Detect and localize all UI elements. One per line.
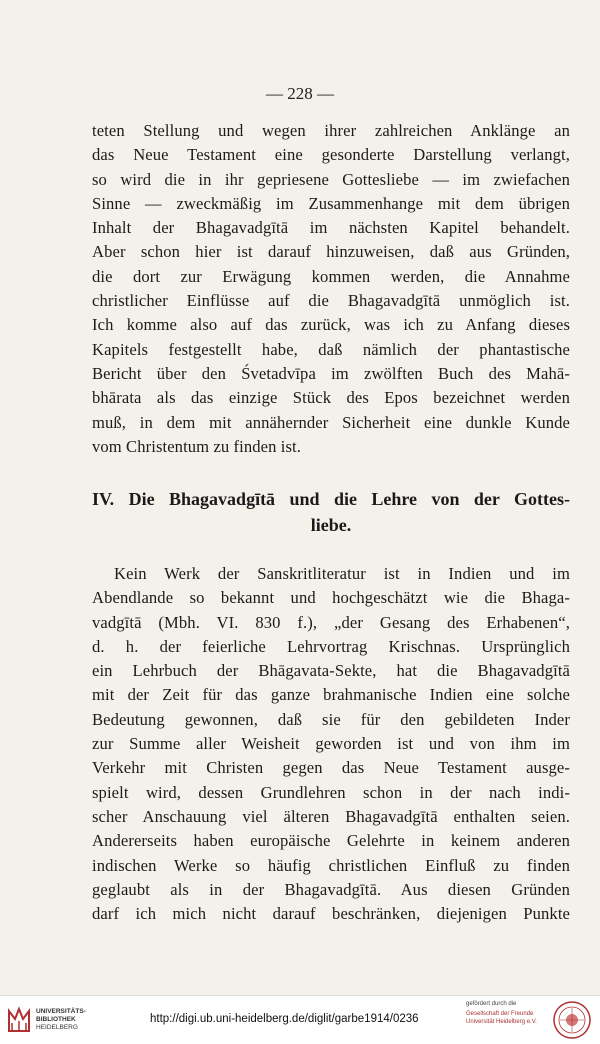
- text-line: Aber schon hier ist darauf hinzuweisen, daß aus Gründen,: [92, 242, 570, 262]
- text-line: so wird die in ihr gepriesene Gottesliebe — im zwiefachen: [92, 169, 570, 189]
- text-line: Bedeutung gewonnen, daß sie für den gebildeten Inder: [92, 709, 570, 729]
- university-seal-icon: [552, 1000, 592, 1040]
- library-name-line: HEIDELBERG: [36, 1024, 78, 1031]
- text-line: vom Christentum zu finden ist.: [92, 436, 302, 456]
- library-name-line: BIBLIOTHEK: [36, 1016, 76, 1023]
- text-line: Inhalt der Bhagavadgītā im nächsten Kapitel behandelt.: [92, 218, 570, 238]
- text-line: indischen Werke so häufig christlichen Einfluß zu finden: [92, 855, 570, 875]
- text-line: Andererseits haben europäische Gelehrte in keinem anderen: [92, 831, 570, 851]
- text-line: Verkehr mit Christen gegen das Neue Testament ausge-: [92, 758, 570, 778]
- text-line: bhārata als das einzige Stück des Epos bezeichnet werden: [92, 388, 570, 408]
- text-line: ein Lehrbuch der Bhāgavata-Sekte, hat die Bhagavadgītā: [92, 661, 570, 681]
- text-line: teten Stellung und wegen ihrer zahlreichen Anklänge an: [92, 121, 570, 140]
- funder-line: Universität Heidelberg e.V.: [466, 1019, 537, 1025]
- text-line: mit der Zeit für das ganze brahmanische Indien eine solche: [92, 685, 570, 705]
- funding-label: gefördert durch die: [466, 1001, 517, 1007]
- text-line: darf ich mich nicht darauf beschränken, diejenigen Punkte: [92, 904, 570, 924]
- paragraph-1: [92, 119, 570, 459]
- section-heading: [92, 486, 570, 538]
- paragraph-2: [92, 562, 570, 926]
- text-line: christlicher Einflüsse auf die Bhagavadgītā unmöglich ist.: [92, 291, 570, 311]
- library-name-line: UNIVERSITÄTS-: [36, 1008, 86, 1015]
- heading-line-1: IV. Die Bhagavadgītā und die Lehre von der Gottes-: [92, 489, 570, 509]
- text-line: d. h. der feierliche Lehrvortrag Krischnas. Ursprünglich: [92, 636, 570, 656]
- text-line: vadgītā (Mbh. VI. 830 f.), „der Gesang des Erhabenen“,: [92, 612, 570, 632]
- funding-note: [466, 1000, 546, 1026]
- heading-line-2: liebe.: [310, 515, 352, 535]
- text-line: Sinne — zweckmäßig im Zusammenhange mit dem übrigen: [92, 193, 570, 213]
- text-line: zur Summe aller Weisheit geworden ist und von ihm im: [92, 734, 570, 754]
- text-line: Ich komme also auf das zurück, was ich zu Anfang dieses: [92, 315, 570, 335]
- library-logo-icon: [6, 1005, 32, 1035]
- page-number: — 228 —: [266, 84, 334, 103]
- text-line: Bericht über den Śvetadvīpa im zwölften Buch des Mahā-: [92, 363, 570, 383]
- text-line: das Neue Testament eine gesonderte Darstellung verlangt,: [92, 145, 570, 165]
- viewer-footer: [0, 995, 600, 1044]
- text-line: Abendlande so bekannt und hochgeschätzt wie die Bhaga-: [92, 588, 570, 608]
- text-line: Kapitels festgestellt habe, daß nämlich der phantastische: [92, 339, 570, 359]
- library-name: [36, 1008, 86, 1032]
- text-line: muß, in dem mit annähernder Sicherheit eine dunkle Kunde: [92, 412, 570, 432]
- text-line: geglaubt als in der Bhagavadgītā. Aus diesen Gründen: [92, 879, 570, 899]
- permalink-url[interactable]: http://digi.ub.uni-heidelberg.de/diglit/garbe1914/0236: [150, 1013, 419, 1025]
- text-line: Kein Werk der Sanskritliteratur ist in Indien und im: [114, 564, 570, 583]
- text-line: scher Anschauung viel älteren Bhagavadgītā enthalten seien.: [92, 806, 570, 826]
- text-line: spielt wird, dessen Grundlehren schon in der nach indi-: [92, 782, 570, 802]
- text-line: die dort zur Erwägung kommen werden, die Annahme: [92, 266, 570, 286]
- funder-line: Gesellschaft der Freunde: [466, 1011, 534, 1017]
